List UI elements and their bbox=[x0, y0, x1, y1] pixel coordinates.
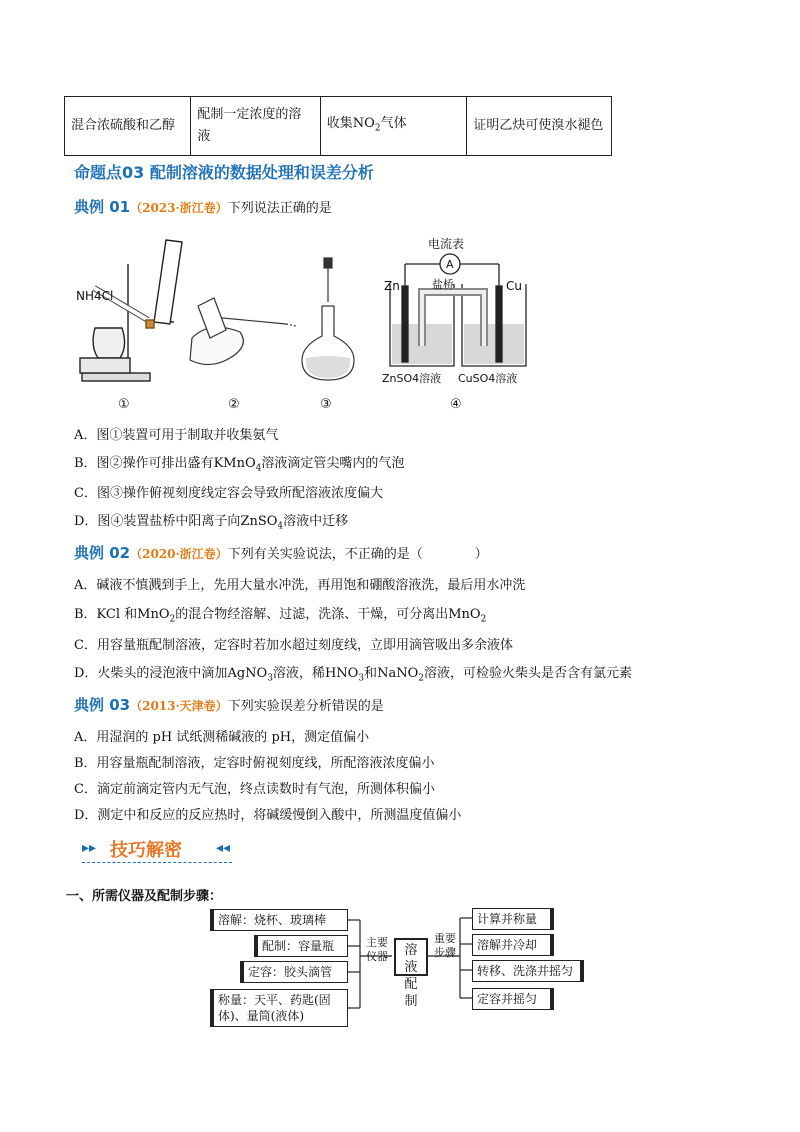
tips-banner bbox=[76, 836, 236, 864]
banner-right-arrow-icon: ◂◂ bbox=[216, 840, 231, 856]
example-question: 下列说法正确的是 bbox=[227, 201, 332, 216]
diagram-right-box: 溶解并冷却 bbox=[472, 934, 554, 956]
figure-label-4: ④ bbox=[450, 397, 462, 412]
chem-formula: ZnSO$_4$ bbox=[240, 514, 284, 532]
zn-electrode-label: Zn bbox=[384, 279, 400, 293]
example-source: （2023·浙江卷） bbox=[130, 201, 228, 215]
option-text: 的混合物经溶解、过滤，洗涤、干燥，可分离出 bbox=[175, 607, 449, 622]
banner-title: 技巧解密 bbox=[110, 840, 182, 861]
ex3-option-d: D．测定中和反应的反应热时，将碱缓慢倒入酸中，所测温度值偏小 bbox=[74, 808, 462, 823]
diagram-left-box: 配制：容量瓶 bbox=[254, 935, 348, 957]
diagram-left-box: 称量：天平、药匙(固体)、量筒(液体) bbox=[210, 989, 348, 1027]
diagram-right-box: 定容并摇匀 bbox=[472, 988, 554, 1010]
example-question: 下列有关实验说法，不正确的是（ ） bbox=[227, 547, 488, 562]
ex2-option-a: A．碱液不慎溅到手上，先用大量水冲洗，再用饱和硼酸溶液洗，最后用水冲洗 bbox=[74, 578, 526, 593]
option-text: D．图④装置盐桥中阳离子向 bbox=[74, 514, 241, 529]
banner-left-arrow-icon: ▸▸ bbox=[82, 840, 97, 856]
chem-formula: NaNO$_2$ bbox=[377, 666, 424, 684]
figure-label-1: ① bbox=[118, 397, 130, 412]
option-text: D．火柴头的浸泡液中滴加 bbox=[74, 666, 228, 681]
diagram-center-box: 溶液配制 bbox=[394, 938, 428, 976]
apparatus-figure bbox=[70, 228, 550, 414]
figure-4-galvanic-cell bbox=[390, 254, 526, 366]
table-cell: 混合浓硫酸和乙醇 bbox=[65, 97, 191, 156]
ex3-option-c: C．滴定前滴定管内无气泡，终点读数时有气泡，所测体积偏小 bbox=[74, 782, 435, 797]
chem-formula: $HNO_3$ bbox=[324, 666, 365, 684]
option-text: 和 bbox=[364, 666, 378, 681]
example-03-header bbox=[74, 694, 384, 715]
chem-formula: MnO$_2$ bbox=[448, 607, 487, 625]
chem-formula: MnO$_2$ bbox=[137, 607, 176, 625]
cuso4-label: CuSO4溶液 bbox=[458, 372, 518, 385]
example-source: （2020·浙江卷） bbox=[130, 547, 228, 561]
ex1-option-b bbox=[74, 452, 404, 474]
example-01-header bbox=[74, 196, 332, 217]
example-question: 下列实验误差分析错误的是 bbox=[227, 699, 384, 714]
example-02-header bbox=[74, 542, 488, 563]
ex3-option-b: B．用容量瓶配制溶液，定容时俯视刻度线，所配溶液浓度偏小 bbox=[74, 756, 435, 771]
option-text: B．KCl 和 bbox=[74, 607, 138, 622]
table-row bbox=[65, 97, 612, 156]
example-source: （2013·天津卷） bbox=[130, 699, 228, 713]
ex2-option-b bbox=[74, 603, 486, 625]
table-cell: 配制一定浓度的溶液 bbox=[191, 97, 320, 156]
diagram-right-box: 转移、洗涤并摇匀 bbox=[472, 960, 584, 982]
section-heading: 命题点03 配制溶液的数据处理和误差分析 bbox=[74, 163, 374, 182]
example-title: 典例 01 bbox=[74, 198, 131, 216]
diagram-right-connector-label: 重要步骤 bbox=[434, 932, 456, 959]
nh4cl-label: NH4Cl bbox=[76, 289, 114, 303]
ammeter-symbol: A bbox=[446, 258, 454, 271]
example-title: 典例 02 bbox=[74, 544, 131, 562]
banner-underline bbox=[82, 862, 232, 863]
example-title: 典例 03 bbox=[74, 696, 131, 714]
option-text: 溶液，可检验火柴头是否含有氯元素 bbox=[423, 666, 632, 681]
option-text: 溶液中迁移 bbox=[283, 514, 349, 529]
figure-label-3: ③ bbox=[320, 397, 332, 412]
diagram-right-box: 计算并称量 bbox=[472, 908, 554, 930]
preparation-diagram bbox=[210, 906, 590, 1036]
ex2-option-d bbox=[74, 662, 632, 684]
chem-formula: KMnO$_4$ bbox=[213, 456, 262, 474]
table-cell: 收集$NO_2$气体 bbox=[320, 97, 467, 156]
ex1-option-a: A．图①装置可用于制取并收集氨气 bbox=[74, 428, 279, 443]
option-text: 溶液，稀 bbox=[272, 666, 325, 681]
ex1-option-c: C．图③操作俯视刻度线定容会导致所配溶液浓度偏大 bbox=[74, 486, 383, 501]
ex2-option-c: C．用容量瓶配制溶液，定容时若加水超过刻度线，立即用滴管吸出多余液体 bbox=[74, 638, 513, 653]
figure-3-flask bbox=[302, 258, 354, 380]
salt-bridge-label: 盐桥 bbox=[432, 278, 454, 291]
figure-label-2: ② bbox=[228, 397, 240, 412]
ex3-option-a: A．用湿润的 pH 试纸测稀碱液的 pH，测定值偏小 bbox=[74, 730, 370, 745]
figure-2-hand-burette bbox=[190, 298, 296, 365]
diagram-left-connector-label: 主要仪器 bbox=[366, 936, 388, 963]
chem-formula: AgNO$_3$ bbox=[227, 666, 273, 684]
table-cell: 证明乙炔可使溴水褪色 bbox=[467, 97, 612, 156]
option-text: B．图②操作可排出盛有 bbox=[74, 456, 214, 471]
option-text: 溶液滴定管尖嘴内的气泡 bbox=[261, 456, 405, 471]
steps-heading: 一、所需仪器及配制步骤： bbox=[66, 889, 223, 904]
znso4-label: ZnSO4溶液 bbox=[382, 372, 442, 385]
ammeter-label: 电流表 bbox=[428, 237, 465, 251]
cu-electrode-label: Cu bbox=[506, 279, 522, 293]
comparison-table bbox=[64, 96, 612, 156]
diagram-left-box: 溶解：烧杯、玻璃棒 bbox=[210, 909, 348, 931]
ex1-option-d bbox=[74, 510, 348, 532]
diagram-left-box: 定容：胶头滴管 bbox=[240, 961, 348, 983]
figure-1-apparatus bbox=[80, 240, 182, 381]
